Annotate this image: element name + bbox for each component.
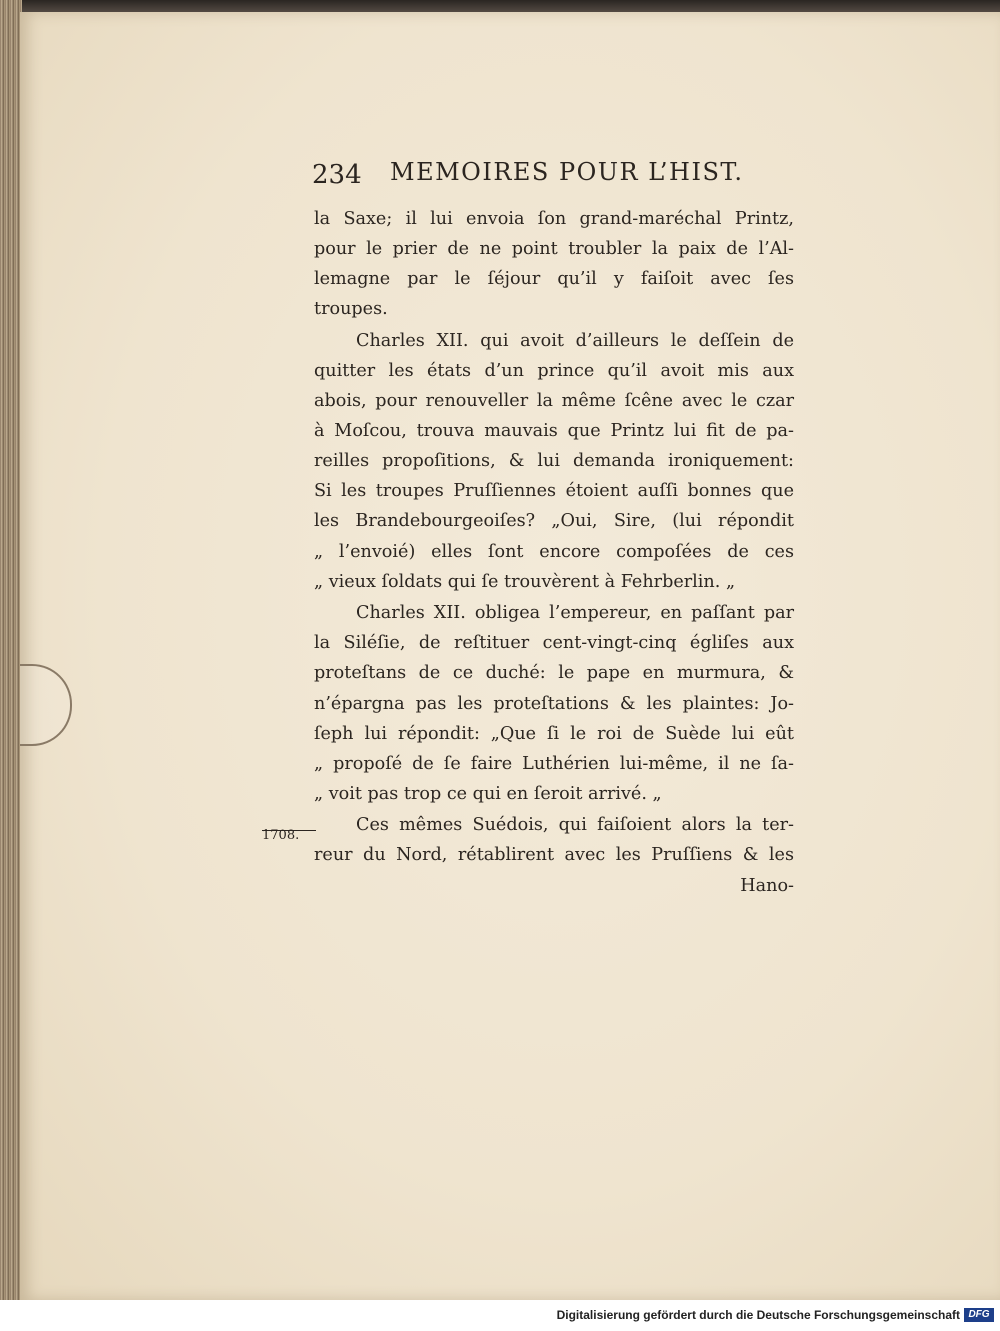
text-line: abois, pour renouveller la même ſcêne avec le czar bbox=[314, 391, 794, 412]
text-line: troupes. bbox=[314, 299, 388, 320]
text-line: ſeph lui répondit: „Que ſi le roi de Suède lui eût bbox=[314, 723, 794, 744]
running-head bbox=[312, 156, 744, 192]
text-line: la Siléſie, de reſtituer cent-vingt-cinq égliſes aux bbox=[314, 633, 794, 654]
text-line: „ propoſé de ſe faire Luthérien lui-même, il ne ſa- bbox=[314, 753, 794, 774]
page-number: 234 bbox=[312, 160, 362, 190]
text-line: n’épargna pas les proteſtations & les plaintes: Jo- bbox=[314, 693, 794, 714]
text-line: reilles propoſitions, & lui demanda ironiquement: bbox=[314, 451, 794, 472]
text-line: pour le prier de ne point troubler la paix de l’Al- bbox=[314, 239, 794, 260]
text-line: quitter les états d’un prince qu’il avoit mis aux bbox=[314, 360, 794, 381]
text-line: proteſtans de ce duché: le pape en murmura, & bbox=[314, 663, 794, 684]
text-line: Si les troupes Pruſſiennes étoient auſſi bonnes que bbox=[314, 481, 794, 502]
dfg-logo: DFG bbox=[964, 1308, 994, 1322]
catchword: Hano- bbox=[740, 875, 794, 896]
margin-note-year: 1708. bbox=[262, 828, 300, 843]
text-line: Charles XII. obligea l’empereur, en paſſant par bbox=[356, 603, 794, 624]
page-clip-tab bbox=[20, 664, 72, 746]
text-line: la Saxe; il lui envoia ſon grand-maréchal Printz, bbox=[314, 209, 794, 229]
text-line: „ voit pas trop ce qui en ſeroit arrivé. „ bbox=[314, 783, 662, 804]
text-line: „ vieux ſoldats qui ſe trouvèrent à Fehrberlin. „ bbox=[314, 571, 736, 592]
text-line: à Moſcou, trouva mauvais que Printz lui fit de pa- bbox=[314, 421, 794, 442]
body-text bbox=[314, 204, 794, 901]
text-line: reur du Nord, rétablirent avec les Pruſſiens & les bbox=[314, 845, 794, 866]
text-line: Charles XII. qui avoit d’ailleurs le deſſein de bbox=[356, 330, 794, 351]
text-line: lemagne par le ſéjour qu’il y faiſoit avec ſes bbox=[314, 269, 794, 290]
text-line: „ l’envoié) elles ſont encore compoſées de ces bbox=[314, 541, 794, 562]
footer-bar bbox=[0, 1300, 1000, 1331]
book-page-edges bbox=[0, 0, 22, 1300]
text-line: les Brandebourgeoiſes? „Oui, Sire, (lui répondit bbox=[314, 511, 794, 532]
funding-credit: Digitalisierung gefördert durch die Deutsche Forschungsgemeinschaft bbox=[556, 1308, 960, 1322]
running-head-title: MEMOIRES POUR L’HIST. bbox=[390, 158, 744, 186]
text-line: Ces mêmes Suédois, qui faiſoient alors la ter- bbox=[356, 815, 794, 836]
